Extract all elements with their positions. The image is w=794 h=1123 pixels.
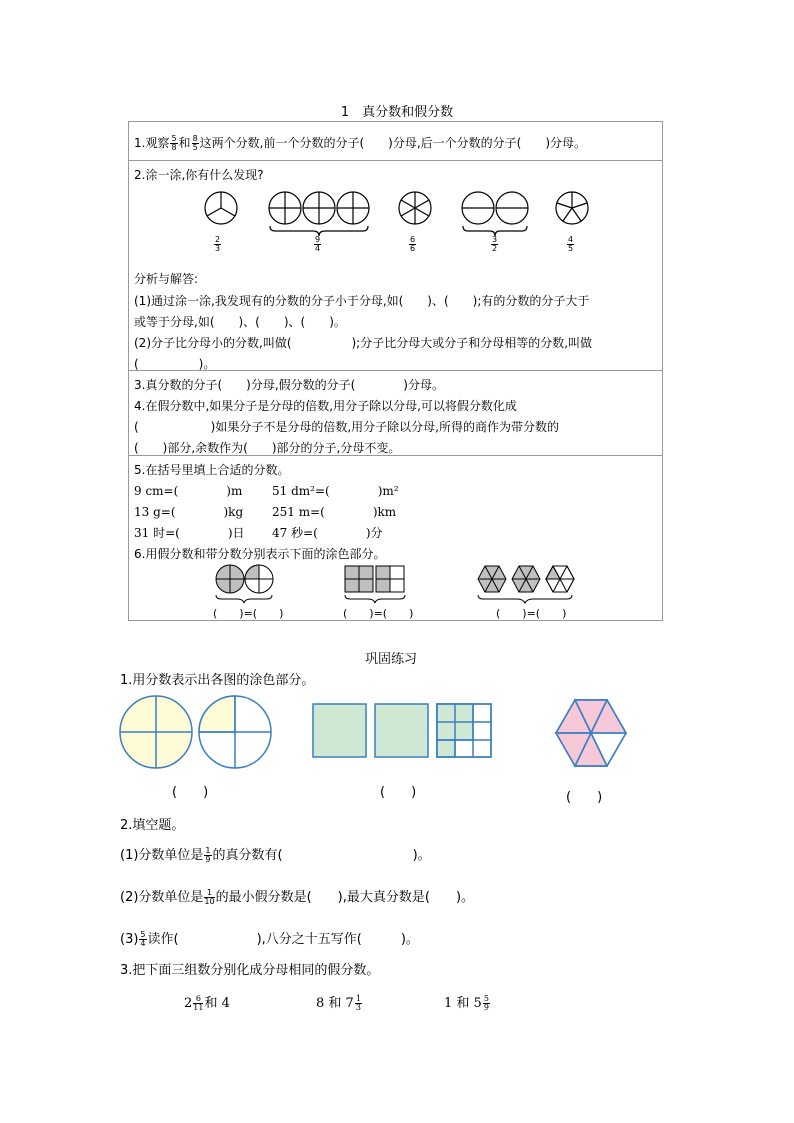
p2-item-3: (3) $\frac{5}{4}$ 读作( ),八分之十五写作( )。 [120,930,419,948]
p2-item-2: (2)分数单位是 $\frac{1}{10}$ 的最小假分数是( ),最大真分数是( )。 [120,888,475,906]
p1-title: 1.用分数表示出各图的涂色部分。 [120,673,315,688]
q5-title: 5.在括号里填上合适的分数。 [134,463,290,477]
p3-group-3: 1 和 5 $\frac{5}{9}$ [444,994,489,1012]
q5-item: 13 g=( )kg [134,505,244,519]
p2-item-1: (1)分数单位是 $\frac{1}{9}$ 的真分数有( )。 [120,846,431,864]
fraction: $\frac{9}{4}$ [315,235,321,253]
p2-title: 2.填空题。 [120,818,185,833]
q6-answer: ( )=( ) [343,607,414,620]
page-title: 1 真分数和假分数 [340,105,454,120]
practice-heading: 巩固练习 [365,652,418,667]
p3-group-2: 8 和 7 $\frac{1}{3}$ [316,994,361,1012]
q4-line3: ( )部分,余数作为( )部分的分子,分母不变。 [134,441,401,455]
q6-answer: ( )=( ) [496,607,567,620]
p1-answer: ( ) [380,785,417,800]
q6-title: 6.用假分数和带分数分别表示下面的涂色部分。 [134,547,386,561]
answer-1-line1: (1)通过涂一涂,我发现有的分数的分子小于分母,如( )、( );有的分数的分子大于 [134,294,590,308]
fraction: $\frac{4}{5}$ [568,235,574,253]
q5-item: 47 秒=( )分 [272,526,383,540]
analysis-label: 分析与解答: [134,272,199,286]
answer-2-line1: (2)分子比分母小的分数,叫做( );分子比分母大或分子和分母相等的分数,叫做 [134,336,593,350]
q5-item: 31 时=( )日 [134,526,245,540]
answer-2-line2: ( )。 [134,357,216,371]
q3-text: 3.真分数的分子( )分母,假分数的分子( )分母。 [134,378,444,392]
q2-title: 2.涂一涂,你有什么发现? [134,168,264,182]
q4-line2: ( )如果分子不是分母的倍数,用分子除以分母,所得的商作为带分数的 [134,420,559,434]
fraction: $\frac{3}{2}$ [492,235,498,253]
q6-answer: ( )=( ) [213,607,284,620]
fraction: $\frac{2}{3}$ [215,235,221,253]
q5-item: 51 dm²=( )m² [272,484,399,498]
p3-title: 3.把下面三组数分别化成分母相同的假分数。 [120,963,380,978]
answer-1-line2: 或等于分母,如( )、( )、( )。 [134,315,346,329]
q1-text: 1.观察 $\frac{5}{8}$ 和 $\frac{8}{5}$ 这两个分数,前一个分数的分子( )分母,后一个分数的分子( )分母。 [134,134,587,152]
q5-item: 9 cm=( )m [134,484,243,498]
q5-item: 251 m=( )km [272,505,397,519]
q4-line1: 4.在假分数中,如果分子是分母的倍数,用分子除以分母,可以将假分数化成 [134,399,517,413]
p1-answer: ( ) [172,785,209,800]
p3-group-1: 2 $\frac{6}{11}$ 和 4 [184,994,230,1012]
fraction: $\frac{6}{6}$ [410,235,416,253]
p1-answer: ( ) [566,790,603,805]
